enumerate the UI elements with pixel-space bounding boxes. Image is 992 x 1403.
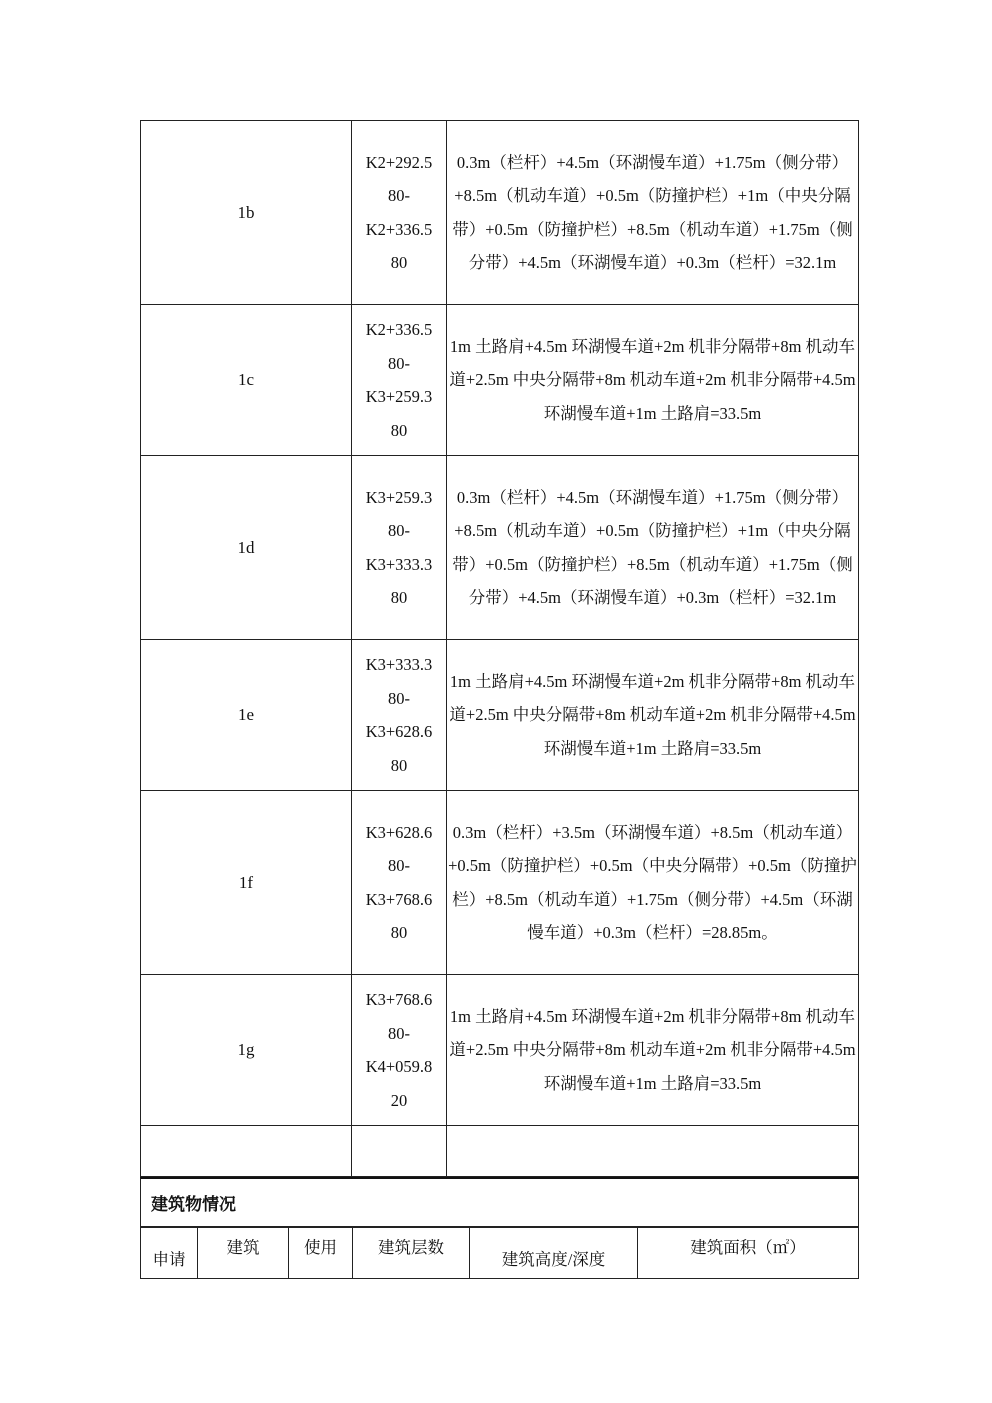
table-row — [141, 121, 859, 305]
header-area: 建筑面积（㎡） — [638, 1228, 859, 1279]
table-row — [141, 305, 859, 456]
table-row — [141, 456, 859, 640]
table-row — [141, 975, 859, 1126]
building-table — [140, 1227, 859, 1279]
header-floors: 建筑层数 — [353, 1228, 470, 1279]
segment-cross-section: 0.3m（栏杆）+4.5m（环湖慢车道）+1.75m（侧分带）+8.5m（机动车道）+0.5m（防撞护栏）+1m（中央分隔带）+0.5m（防撞护栏）+8.5m（机动车道）+1.75m（侧分带）+4.5m（环湖慢车道）+0.3m（栏杆）=32.1m — [447, 121, 859, 305]
segment-range: K3+259.3 80- K3+333.3 80 — [352, 456, 447, 640]
header-height-depth: 建筑高度/深度 — [470, 1228, 638, 1279]
segment-id: 1b — [141, 121, 352, 305]
segment-cross-section: 0.3m（栏杆）+3.5m（环湖慢车道）+8.5m（机动车道）+0.5m（防撞护栏）+0.5m（中央分隔带）+0.5m（防撞护栏）+8.5m（机动车道）+1.75m（侧分带）+4.5m（环湖慢车道）+0.3m（栏杆）=28.85m。 — [447, 791, 859, 975]
building-section-title: 建筑物情况 — [140, 1177, 859, 1227]
segment-id: 1d — [141, 456, 352, 640]
header-apply: 申请 — [141, 1228, 198, 1279]
empty-cell — [447, 1126, 859, 1177]
segment-range: K2+336.5 80- K3+259.3 80 — [352, 305, 447, 456]
header-usage: 使用 — [289, 1228, 353, 1279]
segment-id: 1f — [141, 791, 352, 975]
header-building: 建筑 — [198, 1228, 289, 1279]
segment-range: K3+628.6 80- K3+768.6 80 — [352, 791, 447, 975]
table-row — [141, 791, 859, 975]
segment-cross-section: 1m 土路肩+4.5m 环湖慢车道+2m 机非分隔带+8m 机动车道+2.5m 中央分隔带+8m 机动车道+2m 机非分隔带+4.5m 环湖慢车道+1m 土路肩=33.5m — [447, 305, 859, 456]
segment-range: K2+292.5 80- K2+336.5 80 — [352, 121, 447, 305]
segment-cross-section: 1m 土路肩+4.5m 环湖慢车道+2m 机非分隔带+8m 机动车道+2.5m 中央分隔带+8m 机动车道+2m 机非分隔带+4.5m 环湖慢车道+1m 土路肩=33.5m — [447, 640, 859, 791]
segment-id: 1g — [141, 975, 352, 1126]
segment-range: K3+333.3 80- K3+628.6 80 — [352, 640, 447, 791]
table-row-empty — [141, 1126, 859, 1177]
building-header-row — [141, 1228, 859, 1279]
segment-cross-section: 0.3m（栏杆）+4.5m（环湖慢车道）+1.75m（侧分带）+8.5m（机动车道）+0.5m（防撞护栏）+1m（中央分隔带）+0.5m（防撞护栏）+8.5m（机动车道）+1.75m（侧分带）+4.5m（环湖慢车道）+0.3m（栏杆）=32.1m — [447, 456, 859, 640]
empty-cell — [141, 1126, 352, 1177]
table-row — [141, 640, 859, 791]
road-segment-table — [140, 120, 859, 1177]
document-page — [140, 120, 859, 1279]
segment-range: K3+768.6 80- K4+059.8 20 — [352, 975, 447, 1126]
segment-cross-section: 1m 土路肩+4.5m 环湖慢车道+2m 机非分隔带+8m 机动车道+2.5m 中央分隔带+8m 机动车道+2m 机非分隔带+4.5m 环湖慢车道+1m 土路肩=33.5m — [447, 975, 859, 1126]
segment-id: 1e — [141, 640, 352, 791]
segment-id: 1c — [141, 305, 352, 456]
empty-cell — [352, 1126, 447, 1177]
